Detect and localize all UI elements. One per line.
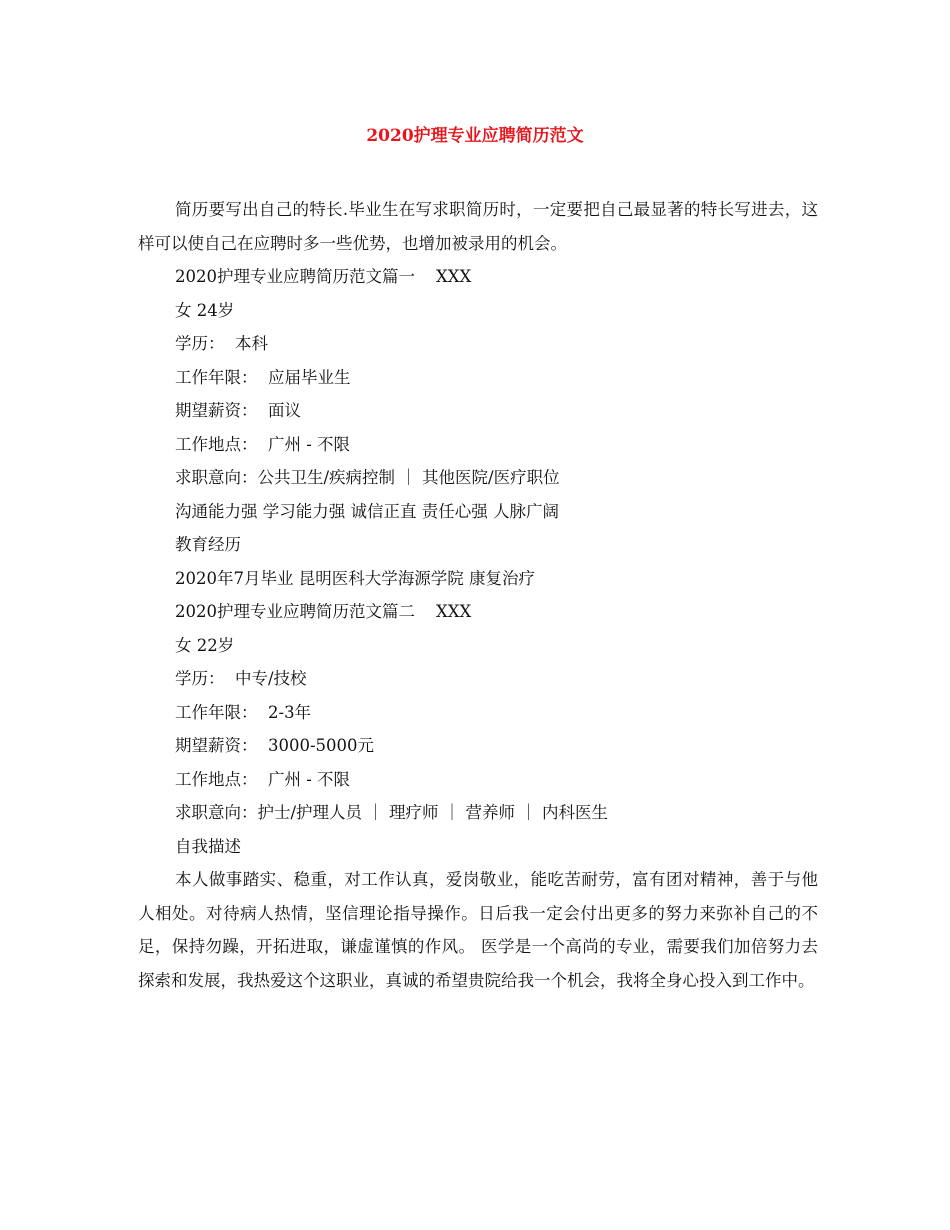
resume-1-education-detail: 2020年7月毕业 昆明医科大学海源学院 康复治疗 <box>175 568 535 588</box>
resume-1-job-intention: 求职意向：公共卫生/疾病控制 ｜ 其他医院/医疗职位 <box>175 468 560 487</box>
resume-1-gender-age: 女 24岁 <box>175 300 235 320</box>
resume-2-gender-age: 女 22岁 <box>175 635 235 655</box>
resume-1-education: 学历： 本科 <box>175 334 268 353</box>
document-body <box>138 193 818 997</box>
resume-1-location: 工作地点： 广州 - 不限 <box>175 434 351 454</box>
intro-paragraph: 简历要写出自己的特长.毕业生在写求职简历时，一定要把自己最显著的特长写进去，这样可以使自己在应聘时多一些优势，也增加被录用的机会。 <box>138 200 818 253</box>
resume-1-education-heading: 教育经历 <box>175 535 241 554</box>
resume-1-heading: 2020护理专业应聘简历范文篇一 XXX <box>175 267 472 286</box>
document-title: 2020护理专业应聘简历范文 <box>366 126 584 146</box>
resume-2-salary: 期望薪资： 3000-5000元 <box>175 736 375 755</box>
resume-2-heading: 2020护理专业应聘简历范文篇二 XXX <box>175 602 472 621</box>
resume-1-salary: 期望薪资： 面议 <box>175 401 301 420</box>
resume-2-self-description-heading: 自我描述 <box>175 836 241 856</box>
resume-2-job-intention: 求职意向：护士/护理人员 ｜ 理疗师 ｜ 营养师 ｜ 内科医生 <box>175 803 609 822</box>
resume-2-location: 工作地点： 广州 - 不限 <box>175 769 351 789</box>
resume-2-education: 学历： 中专/技校 <box>175 669 307 688</box>
resume-1-strengths: 沟通能力强 学习能力强 诚信正直 责任心强 人脉广阔 <box>175 501 559 521</box>
self-description-paragraph: 本人做事踏实、稳重，对工作认真，爱岗敬业，能吃苦耐劳，富有团对精神，善于与他人相处。对待病人热情，坚信理论指导操作。日后我一定会付出更多的努力来弥补自己的不足，保持勿躁，开拓进取，谦虚谨慎的作风。 医学是一个高尚的专业，需要我们加倍努力去探索和发展，我热爱这个这职业，真诚的希望贵院给我一个机会，我将全身心投入到工作中。 <box>138 870 818 990</box>
resume-2-work-years: 工作年限： 2-3年 <box>175 702 312 722</box>
resume-1-work-years: 工作年限： 应届毕业生 <box>175 367 351 387</box>
